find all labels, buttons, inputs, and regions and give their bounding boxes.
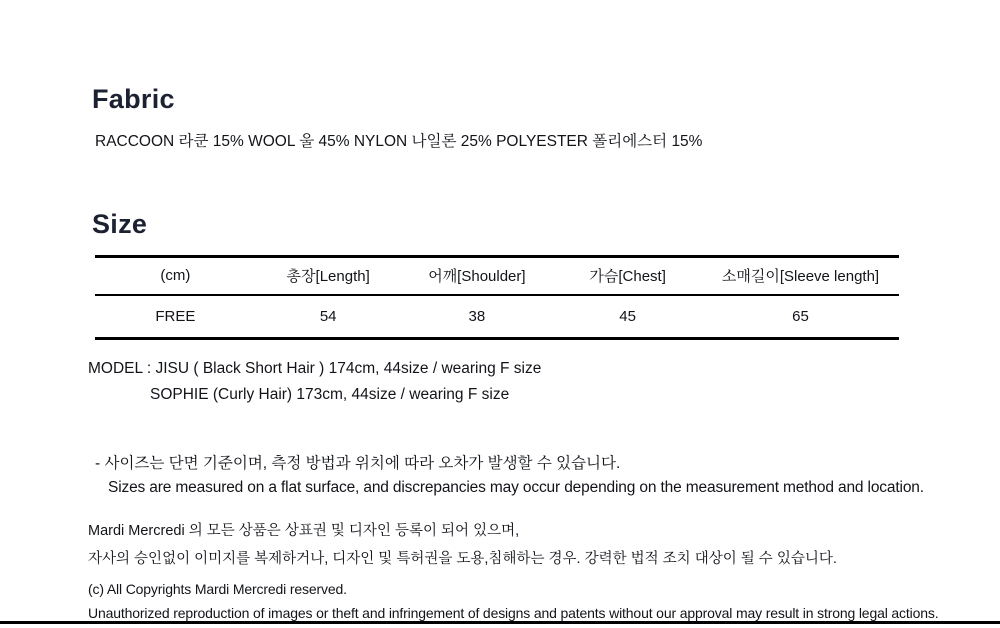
header-cell-length: 총장[Length] — [286, 268, 370, 286]
cell-size-label: FREE — [155, 307, 196, 325]
copyright-line-2: Unauthorized reproduction of images or theft and infringement of designs and patents without our approval may result in strong legal actions. — [88, 605, 939, 621]
size-table-row-free — [95, 295, 899, 339]
trademark-notice — [88, 517, 837, 573]
size-table-header-row — [95, 257, 899, 295]
copyright-line-1: (c) All Copyrights Mardi Mercredi reserved. — [88, 581, 347, 597]
size-table — [95, 255, 899, 340]
cell-length-value: 54 — [319, 307, 337, 325]
model-line-1: MODEL : JISU ( Black Short Hair ) 174cm, 44size / wearing F size — [88, 360, 542, 377]
model-line-2: SOPHIE (Curly Hair) 173cm, 44size / wearing F size — [150, 386, 510, 403]
trademark-line-2: 자사의 승인없이 이미지를 복제하거나, 디자인 및 특허권을 도용,침해하는 경우. 강력한 법적 조치 대상이 될 수 있습니다. — [88, 551, 837, 567]
header-cell-unit: (cm) — [160, 267, 191, 285]
header-cell-chest: 가슴[Chest] — [589, 268, 666, 286]
copyright-notice — [88, 577, 938, 625]
measurement-note-korean: - 사이즈는 단면 기준이며, 측정 방법과 위치에 따라 오차가 발생할 수 있습니다. — [95, 455, 621, 472]
fabric-composition: RACCOON 라쿤 15% WOOL 울 45% NYLON 나일론 25% POLYESTER 폴리에스터 15% — [95, 133, 703, 150]
size-heading: Size — [92, 209, 148, 239]
header-cell-shoulder: 어깨[Shoulder] — [428, 268, 526, 286]
measurement-note-english: Sizes are measured on a flat surface, and discrepancies may occur depending on the measurement method and location. — [108, 479, 924, 496]
fabric-heading: Fabric — [92, 84, 175, 114]
model-info — [88, 356, 541, 408]
measurement-note — [95, 452, 924, 500]
bottom-divider — [0, 621, 1000, 624]
cell-sleeve-value: 65 — [792, 307, 809, 325]
cell-chest-value: 45 — [619, 307, 636, 325]
cell-shoulder-value: 38 — [468, 307, 486, 325]
header-cell-sleeve: 소매길이[Sleeve length] — [721, 268, 880, 286]
trademark-line-1: Mardi Mercredi 의 모든 상품은 상표권 및 디자인 등록이 되어 있으며, — [88, 523, 520, 539]
